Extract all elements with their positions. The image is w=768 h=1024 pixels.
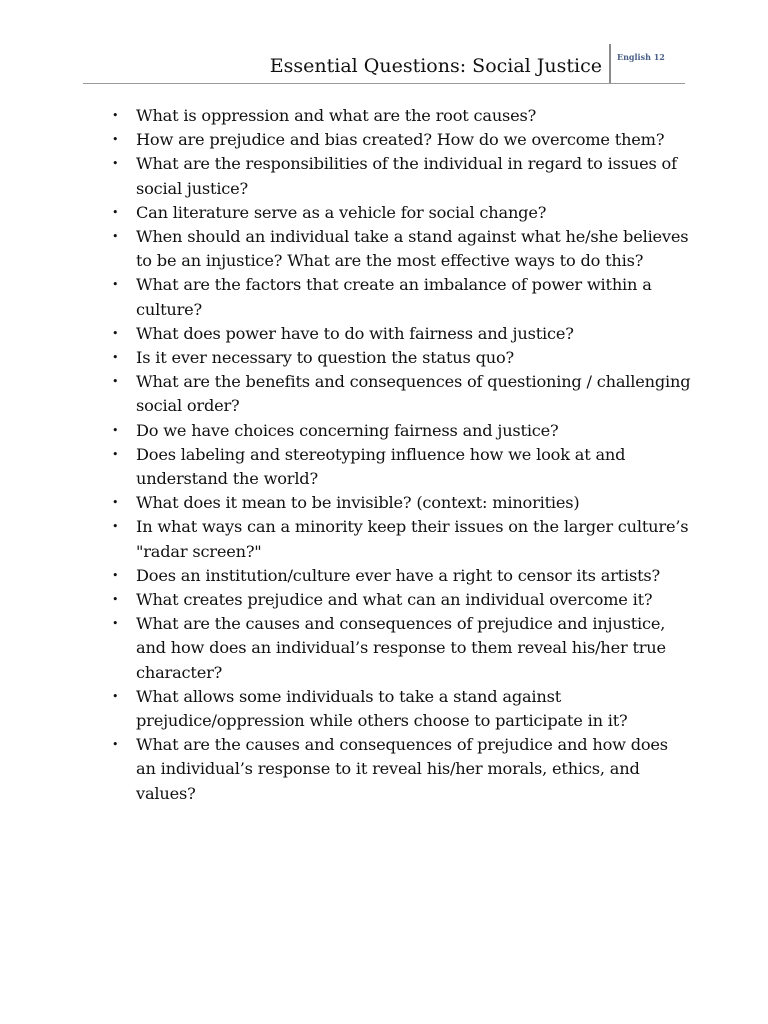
question-item xyxy=(112,419,692,443)
question-text: In what ways can a minority keep their issues on the larger culture’s "radar screen?" xyxy=(136,517,689,561)
question-text: What are the causes and consequences of prejudice and injustice, and how does an individual’s response to them reveal his/her true character? xyxy=(136,614,666,682)
question-item xyxy=(112,225,692,273)
bullet-icon: • xyxy=(112,447,119,461)
bullet-icon: • xyxy=(112,351,119,365)
question-text: Can literature serve as a vehicle for social change? xyxy=(136,202,547,222)
question-text: What does power have to do with fairness and justice? xyxy=(136,323,574,343)
question-text: What creates prejudice and what can an individual overcome it? xyxy=(136,590,653,610)
question-item xyxy=(112,322,692,346)
question-item xyxy=(112,370,692,418)
question-text: How are prejudice and bias created? How do we overcome them? xyxy=(136,130,665,150)
question-list xyxy=(112,104,692,806)
question-item xyxy=(112,152,692,200)
bullet-icon: • xyxy=(112,520,119,534)
question-item xyxy=(112,443,692,491)
bullet-icon: • xyxy=(112,423,119,437)
question-text: What allows some individuals to take a stand against prejudice/oppression while others choose to participate in it? xyxy=(136,686,628,731)
header-rule xyxy=(83,83,685,84)
question-item xyxy=(112,588,692,612)
question-text: Is it ever necessary to question the status quo? xyxy=(136,348,514,368)
question-item xyxy=(112,685,692,733)
question-text: What are the factors that create an imbalance of power within a culture? xyxy=(136,275,652,319)
question-item xyxy=(112,564,692,588)
question-text: What is oppression and what are the root causes? xyxy=(136,106,537,125)
question-text: Does an institution/culture ever have a right to censor its artists? xyxy=(136,565,660,585)
question-item xyxy=(112,515,692,563)
question-text: What are the responsibilities of the individual in regard to issues of social justice? xyxy=(136,154,677,198)
course-label: English 12 xyxy=(617,52,665,62)
header-divider xyxy=(609,44,611,84)
bullet-icon: • xyxy=(112,568,119,582)
question-item xyxy=(112,201,692,225)
page-header xyxy=(83,44,685,85)
bullet-icon: • xyxy=(112,496,119,510)
question-item xyxy=(112,346,692,370)
bullet-icon: • xyxy=(112,157,119,171)
page-title: Essential Questions: Social Justice xyxy=(269,55,602,77)
question-item xyxy=(112,273,692,321)
question-item xyxy=(112,491,692,515)
bullet-icon: • xyxy=(112,278,119,292)
bullet-icon: • xyxy=(112,689,119,703)
bullet-icon: • xyxy=(112,230,119,244)
bullet-icon: • xyxy=(112,326,119,340)
bullet-icon: • xyxy=(112,375,119,389)
question-text: Do we have choices concerning fairness and justice? xyxy=(136,420,559,440)
bullet-icon: • xyxy=(112,738,119,752)
bullet-icon: • xyxy=(112,205,119,219)
bullet-icon: • xyxy=(112,617,119,631)
question-text: What are the benefits and consequences of questioning / challenging social order? xyxy=(136,372,691,416)
question-item xyxy=(112,612,692,685)
question-text: What does it mean to be invisible? (context: minorities) xyxy=(136,493,580,513)
bullet-icon: • xyxy=(112,593,119,607)
bullet-icon: • xyxy=(112,133,119,147)
question-item xyxy=(112,104,692,128)
question-item xyxy=(112,128,692,152)
question-text: Does labeling and stereotyping influence how we look at and understand the world? xyxy=(136,444,626,489)
bullet-icon: • xyxy=(112,109,119,122)
question-text: What are the causes and consequences of prejudice and how does an individual’s response to it reveal his/her morals, ethics, and values? xyxy=(136,735,668,803)
question-item xyxy=(112,733,692,806)
question-text: When should an individual take a stand against what he/she believes to be an injustice? What are the most effective ways to do this? xyxy=(136,227,689,271)
